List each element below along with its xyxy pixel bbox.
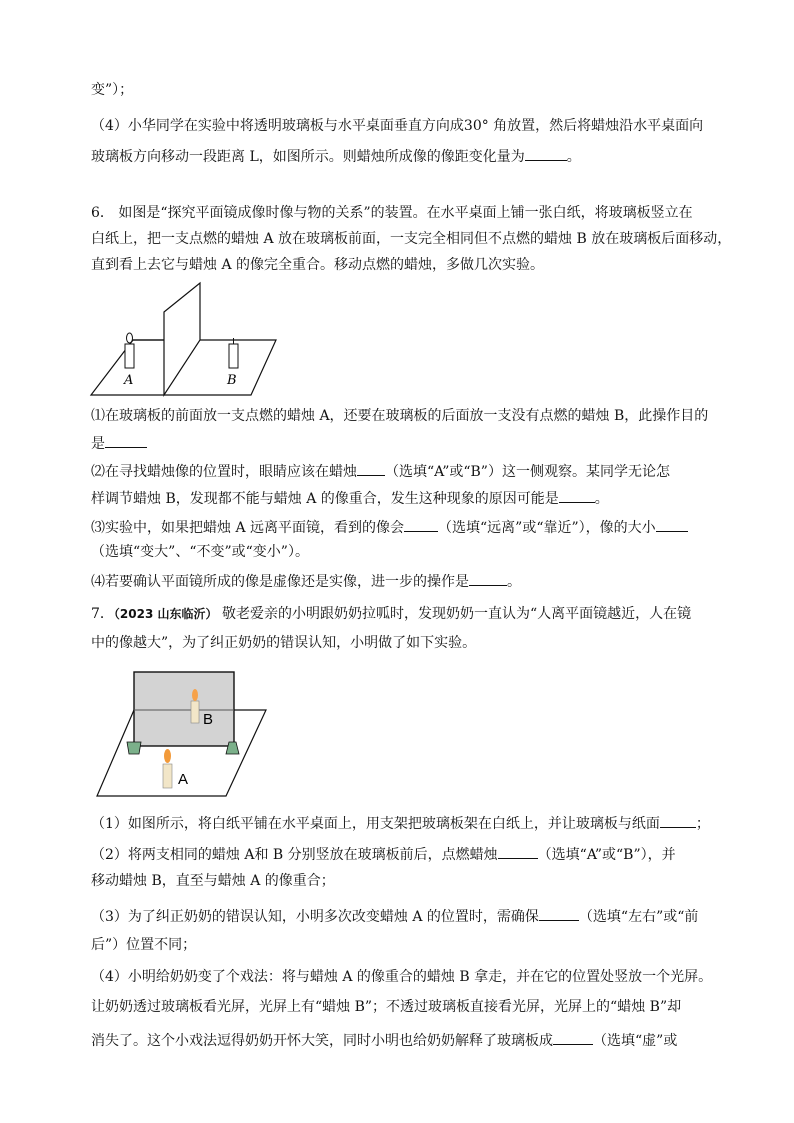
q7-part4-line2: 让奶奶透过玻璃板看光屏，光屏上有“蜡烛 B”；不透过玻璃板直接看光屏，光屏上的“蜡烛 B”却 (91, 999, 682, 1015)
q7-part3-choice: （选填“左右”或“前 (578, 909, 699, 925)
q7-part4-line1: （4）小明给奶奶变了个戏法：将与蜡烛 A 的像重合的蜡烛 B 拿走，并在它的位置处竖放一个光屏。 (91, 969, 713, 985)
q6-part1-line1: ⑴在玻璃板的前面放一支点燃的蜡烛 A，还要在玻璃板的后面放一支没有点燃的蜡烛 B，此操作目的 (91, 408, 709, 424)
q7-stem-text: 敬老爱亲的小明跟奶奶拉呱时，发现奶奶一直认为“人离平面镜越近，人在镜 (217, 606, 692, 622)
q6-figure (88, 280, 288, 400)
q7-part1 (91, 812, 710, 834)
glass-plate (134, 672, 234, 746)
q6-part3-line2: （选填“变大”、“不变”或“变小”）。 (91, 544, 309, 560)
q6-part1-text: 是 (91, 436, 105, 452)
q7-number: 7． (91, 606, 114, 622)
q6-part2-choice: （选填“A”或“B”）这一侧观察。某同学无论怎 (385, 464, 670, 480)
q6-part4 (91, 570, 521, 592)
q7-part4-choice: （选填“虚”或 (593, 1033, 678, 1049)
label-a: A (124, 373, 134, 388)
answer-blank[interactable] (357, 460, 385, 476)
q7-stem-line1 (91, 604, 691, 624)
answer-blank[interactable] (539, 905, 579, 921)
candle-a (163, 764, 172, 788)
candle-a (125, 344, 134, 368)
q7-part4-line3 (91, 1029, 677, 1051)
answer-blank[interactable] (559, 487, 595, 503)
answer-blank[interactable] (498, 843, 538, 859)
q7-part1-end: ； (695, 816, 710, 832)
q6-stem-line3: 直到看上去它与蜡烛 A 的像完全重合。移动点燃的蜡烛，多做几次实验。 (91, 257, 545, 273)
flame-icon (127, 333, 133, 343)
q6-part4-text: ⑷若要确认平面镜所成的像是虚像还是实像，进一步的操作是 (91, 574, 469, 590)
q7-stem-line2: 中的像越大”，为了纠正奶奶的错误认知，小明做了如下实验。 (91, 635, 477, 651)
flame-icon (192, 689, 198, 701)
q7-part2-line1 (91, 843, 676, 865)
answer-blank[interactable] (105, 432, 147, 448)
q6-part2-end: 。 (594, 491, 609, 507)
q7-part1-text: （1）如图所示，将白纸平铺在水平桌面上，用支架把玻璃板架在白纸上，并让玻璃板与纸面 (91, 816, 660, 832)
glass-plate (164, 283, 200, 395)
q6-part2-line1 (91, 460, 670, 482)
q7-part4-text: 消失了。这个小戏法逗得奶奶开怀大笑，同时小明也给奶奶解释了玻璃板成 (91, 1033, 553, 1049)
q5-part4-text: 玻璃板方向移动一段距离 L，如图所示。则蜡烛所成像的像距变化量为 (91, 149, 525, 165)
candle-b (191, 701, 199, 723)
q6-part1-line2 (91, 432, 147, 454)
line-q5-end: 变”）； (91, 82, 134, 98)
label-a: A (178, 771, 189, 788)
answer-blank[interactable] (525, 145, 567, 161)
q6-part2-line2 (91, 487, 609, 509)
q7-part2-line2: 移动蜡烛 B，直至与蜡烛 A 的像重合； (91, 873, 335, 889)
q6-figure-drawing (88, 280, 288, 400)
q5-part4-end: 。 (566, 149, 581, 165)
answer-blank[interactable] (553, 1029, 593, 1045)
q7-part3-line1 (91, 905, 698, 927)
label-b: B (227, 373, 237, 388)
answer-blank[interactable] (660, 812, 696, 828)
q7-part2-choice: （选填“A”或“B”），并 (537, 847, 676, 863)
answer-blank[interactable] (656, 516, 688, 532)
q7-figure (94, 668, 269, 800)
q6-part4-end: 。 (507, 574, 521, 590)
q7-part2-text: （2）将两支相同的蜡烛 A和 B 分别竖放在玻璃板前后，点燃蜡烛 (91, 847, 498, 863)
support-left (127, 742, 141, 754)
q6-part3-choice: （选填“远离”或“靠近”），像的大小 (438, 520, 656, 536)
q6-part3-text: ⑶实验中，如果把蜡烛 A 远离平面镜，看到的像会 (91, 520, 405, 536)
q6-part3-line1 (91, 516, 688, 538)
q7-figure-drawing (94, 668, 269, 800)
label-b: B (203, 711, 214, 728)
q5-part4-line1: （4）小华同学在实验中将透明玻璃板与水平桌面垂直方向成30° 角放置，然后将蜡烛沿水平桌面向 (91, 118, 704, 134)
q6-stem-line1: 6． 如图是“探究平面镜成像时像与物的关系”的装置。在水平桌面上铺一张白纸，将玻璃板竖立在 (91, 205, 693, 221)
candle-b (229, 344, 238, 368)
q6-part2-text2: 样调节蜡烛 B，发现都不能与蜡烛 A 的像重合，发生这种现象的原因可能是 (91, 491, 559, 507)
q7-part3-text: （3）为了纠正奶奶的错误认知，小明多次改变蜡烛 A 的位置时，需确保 (91, 909, 539, 925)
answer-blank[interactable] (469, 570, 507, 586)
answer-blank[interactable] (404, 516, 438, 532)
q5-part4-line2 (91, 145, 581, 167)
q7-part3-line2: 后”）位置不同； (91, 937, 197, 953)
q7-source: （2023 山东临沂） (113, 607, 218, 621)
q6-part2-text: ⑵在寻找蜡烛像的位置时，眼睛应该在蜡烛 (91, 464, 357, 480)
flame-icon (164, 749, 171, 763)
q6-stem-line2: 白纸上，把一支点燃的蜡烛 A 放在玻璃板前面，一支完全相同但不点燃的蜡烛 B 放在玻璃板后面移动， (91, 231, 732, 247)
